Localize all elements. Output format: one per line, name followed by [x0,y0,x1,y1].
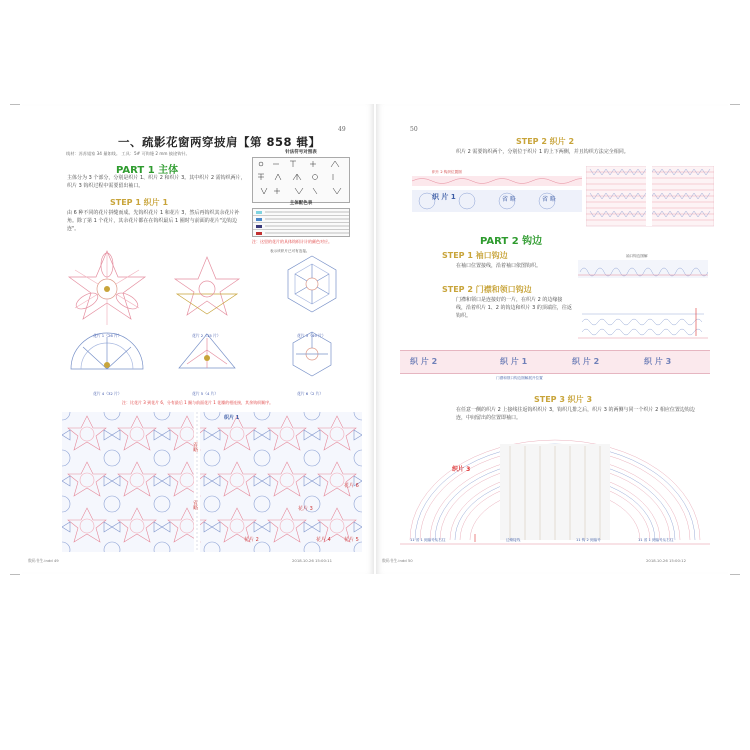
book-spread [22,104,728,574]
band-label: 织 片 3 [644,357,672,366]
motif-1-diagram [69,251,145,325]
piece3-label: 织片 3 [452,466,471,473]
panel-1-pattern [62,412,362,552]
band-label: 织 片 1 [432,193,456,201]
bottom-label: 边缘接线 [506,538,521,542]
color-row [253,223,349,230]
color-swatch [256,232,262,235]
step2-heading: STEP 2 织片 2 [516,137,575,146]
band-label: 织 片 1 [500,357,528,366]
part2-heading: PART 2 钩边 [480,236,543,247]
motif-note: 注：比花片 3 到花片 6，分有最后 1 圈与前面花片 1 花瓣的相连接，其余钩织顺序。 [122,400,274,405]
color-table-title: 主体配色表 [289,201,313,206]
legend-note: 表示该织片已可有连接。 [270,249,310,253]
panel-1-diagram [62,412,362,552]
step3-text: 在任意一侧的织片 2 上接线往返钩织织片 3，钩织几排之后，织片 3 的两侧与同一个织片 2 相应位置边钩边连，中间留出的位置即袖口。 [456,407,695,421]
piece2-band [412,176,582,232]
cuff-step-text: 在袖口位置接线，沿着袖口依图钩织。 [456,263,542,269]
symbol-grid [252,157,350,203]
edging-band [400,350,710,374]
front-step-heading: STEP 2 门襟和领口钩边 [442,285,532,294]
motif-1-caption: 花片 1（26 片） [93,333,122,338]
motif-5-caption: 花片 5（4 片） [192,391,219,396]
step3-heading: STEP 3 织片 3 [534,395,593,404]
band-label: 织 片 2 [410,357,438,366]
crop-mark [730,104,740,105]
color-swatch [256,218,262,221]
bottom-label: 11 省 1 到编号从右往 [638,538,674,542]
bottom-label: 11 钩 2 到编号 [576,538,601,542]
right-page [376,104,728,574]
motif-2-caption: 花片 2（15 片） [192,333,221,338]
edging-caption: 门襟和领口钩边图解展开位置 [496,376,543,380]
front-step-text: 门襟和领口是连接好的一片，在织片 2 的边缘接线，沿着织片 1、2 的钩边和织片 3 的顶端往，往返钩织。 [456,297,572,319]
crop-mark [10,574,20,575]
part1-text: 主体分为 3 个部分，分别是织片 1、织片 2 和织片 3。其中织片 2 需钩织两片，织片 3 钩织过程中需要留出袖口。 [67,175,246,189]
step2-text: 织片 2 需要钩织两个，分别位于织片 1 的上下两侧，并且钩织方法完全相同。 [456,149,629,155]
motif-label: 花片 6 [344,483,359,489]
crop-mark [730,574,740,575]
motif-6-caption: 花片 6（2 片） [297,391,324,396]
diagram-label: 袖口钩边图解 [626,254,648,258]
motif-diagrams [62,244,362,379]
symbol-glyphs [253,158,351,202]
band-label: 省 略 [542,196,556,203]
cuff-edging-diagram [578,254,708,280]
motif-3-diagram [288,256,336,312]
color-row [253,209,349,216]
band-label: 省 略 [502,196,516,203]
footer-file: 数码书生.indd 49 [28,558,59,563]
bottom-label: 11 省 1 到编号从右往 [410,538,446,542]
cuff-step-heading: STEP 1 袖口钩边 [442,251,508,260]
color-table-body [252,208,350,237]
motif-2-diagram [175,257,239,315]
motif-3-caption: 花片 3（49 片） [297,333,326,338]
omit-label: 省略 [192,500,198,510]
left-page [22,104,374,574]
symbol-table [252,149,350,203]
part1-heading: PART 1 主体 [116,165,179,176]
piece2-position-diagram [412,170,582,226]
piece2-chart [586,166,714,232]
motif-label: 花片 2 [244,537,259,543]
footer-file: 数码书生.indd 50 [382,558,413,563]
color-swatch [256,225,262,228]
color-swatch [256,211,262,214]
front-edging-diagram [578,304,708,344]
motif-label: 花片 3 [298,506,313,512]
symbol-table-title: 针法符号对照表 [285,150,317,155]
page-number: 49 [338,126,346,133]
crop-mark [10,104,20,105]
panel-1-label: 织片 1 [224,415,240,421]
motif-label: 花片 5 [344,537,359,543]
piece3-diagram [400,430,710,552]
motif-5-diagram [179,334,235,368]
page-title: 一、疏影花窗两穿披肩【第 858 辑】 [118,135,321,149]
color-note: 注：这里的花片的具体钩织计计的颜色对应。 [252,239,332,244]
color-row [253,230,349,236]
motif-4-caption: 花片 4（32 片） [93,391,122,396]
footer-date: 2018.10.26 15:00:12 [646,558,686,563]
motif-label: 花片 4 [316,537,331,543]
band-label: 织 片 2 [572,357,600,366]
footer-date: 2018.10.26 15:00:11 [292,558,332,563]
cuff-edging-pattern [578,260,708,280]
color-row [253,216,349,223]
diagram-label: 织片 2 钩织位置图 [432,170,462,174]
step1-text: 由 6 种不同的花片拼缝而成。先钩织花片 1 和花片 3，然后再钩织其余花片补角。除了第 1 个花片，其余花片都在在钩织最后 1 圈时与前面的花片"边钩边连"。 [67,210,240,232]
materials-line: 线材：苏苏姐家 34 量如线。 工具：5# 可钩缝 2 mm 披途钩针。 [66,151,190,156]
page-number: 50 [410,126,418,133]
omit-label: 省略 [192,442,198,452]
step1-heading: STEP 1 织片 1 [110,198,169,207]
